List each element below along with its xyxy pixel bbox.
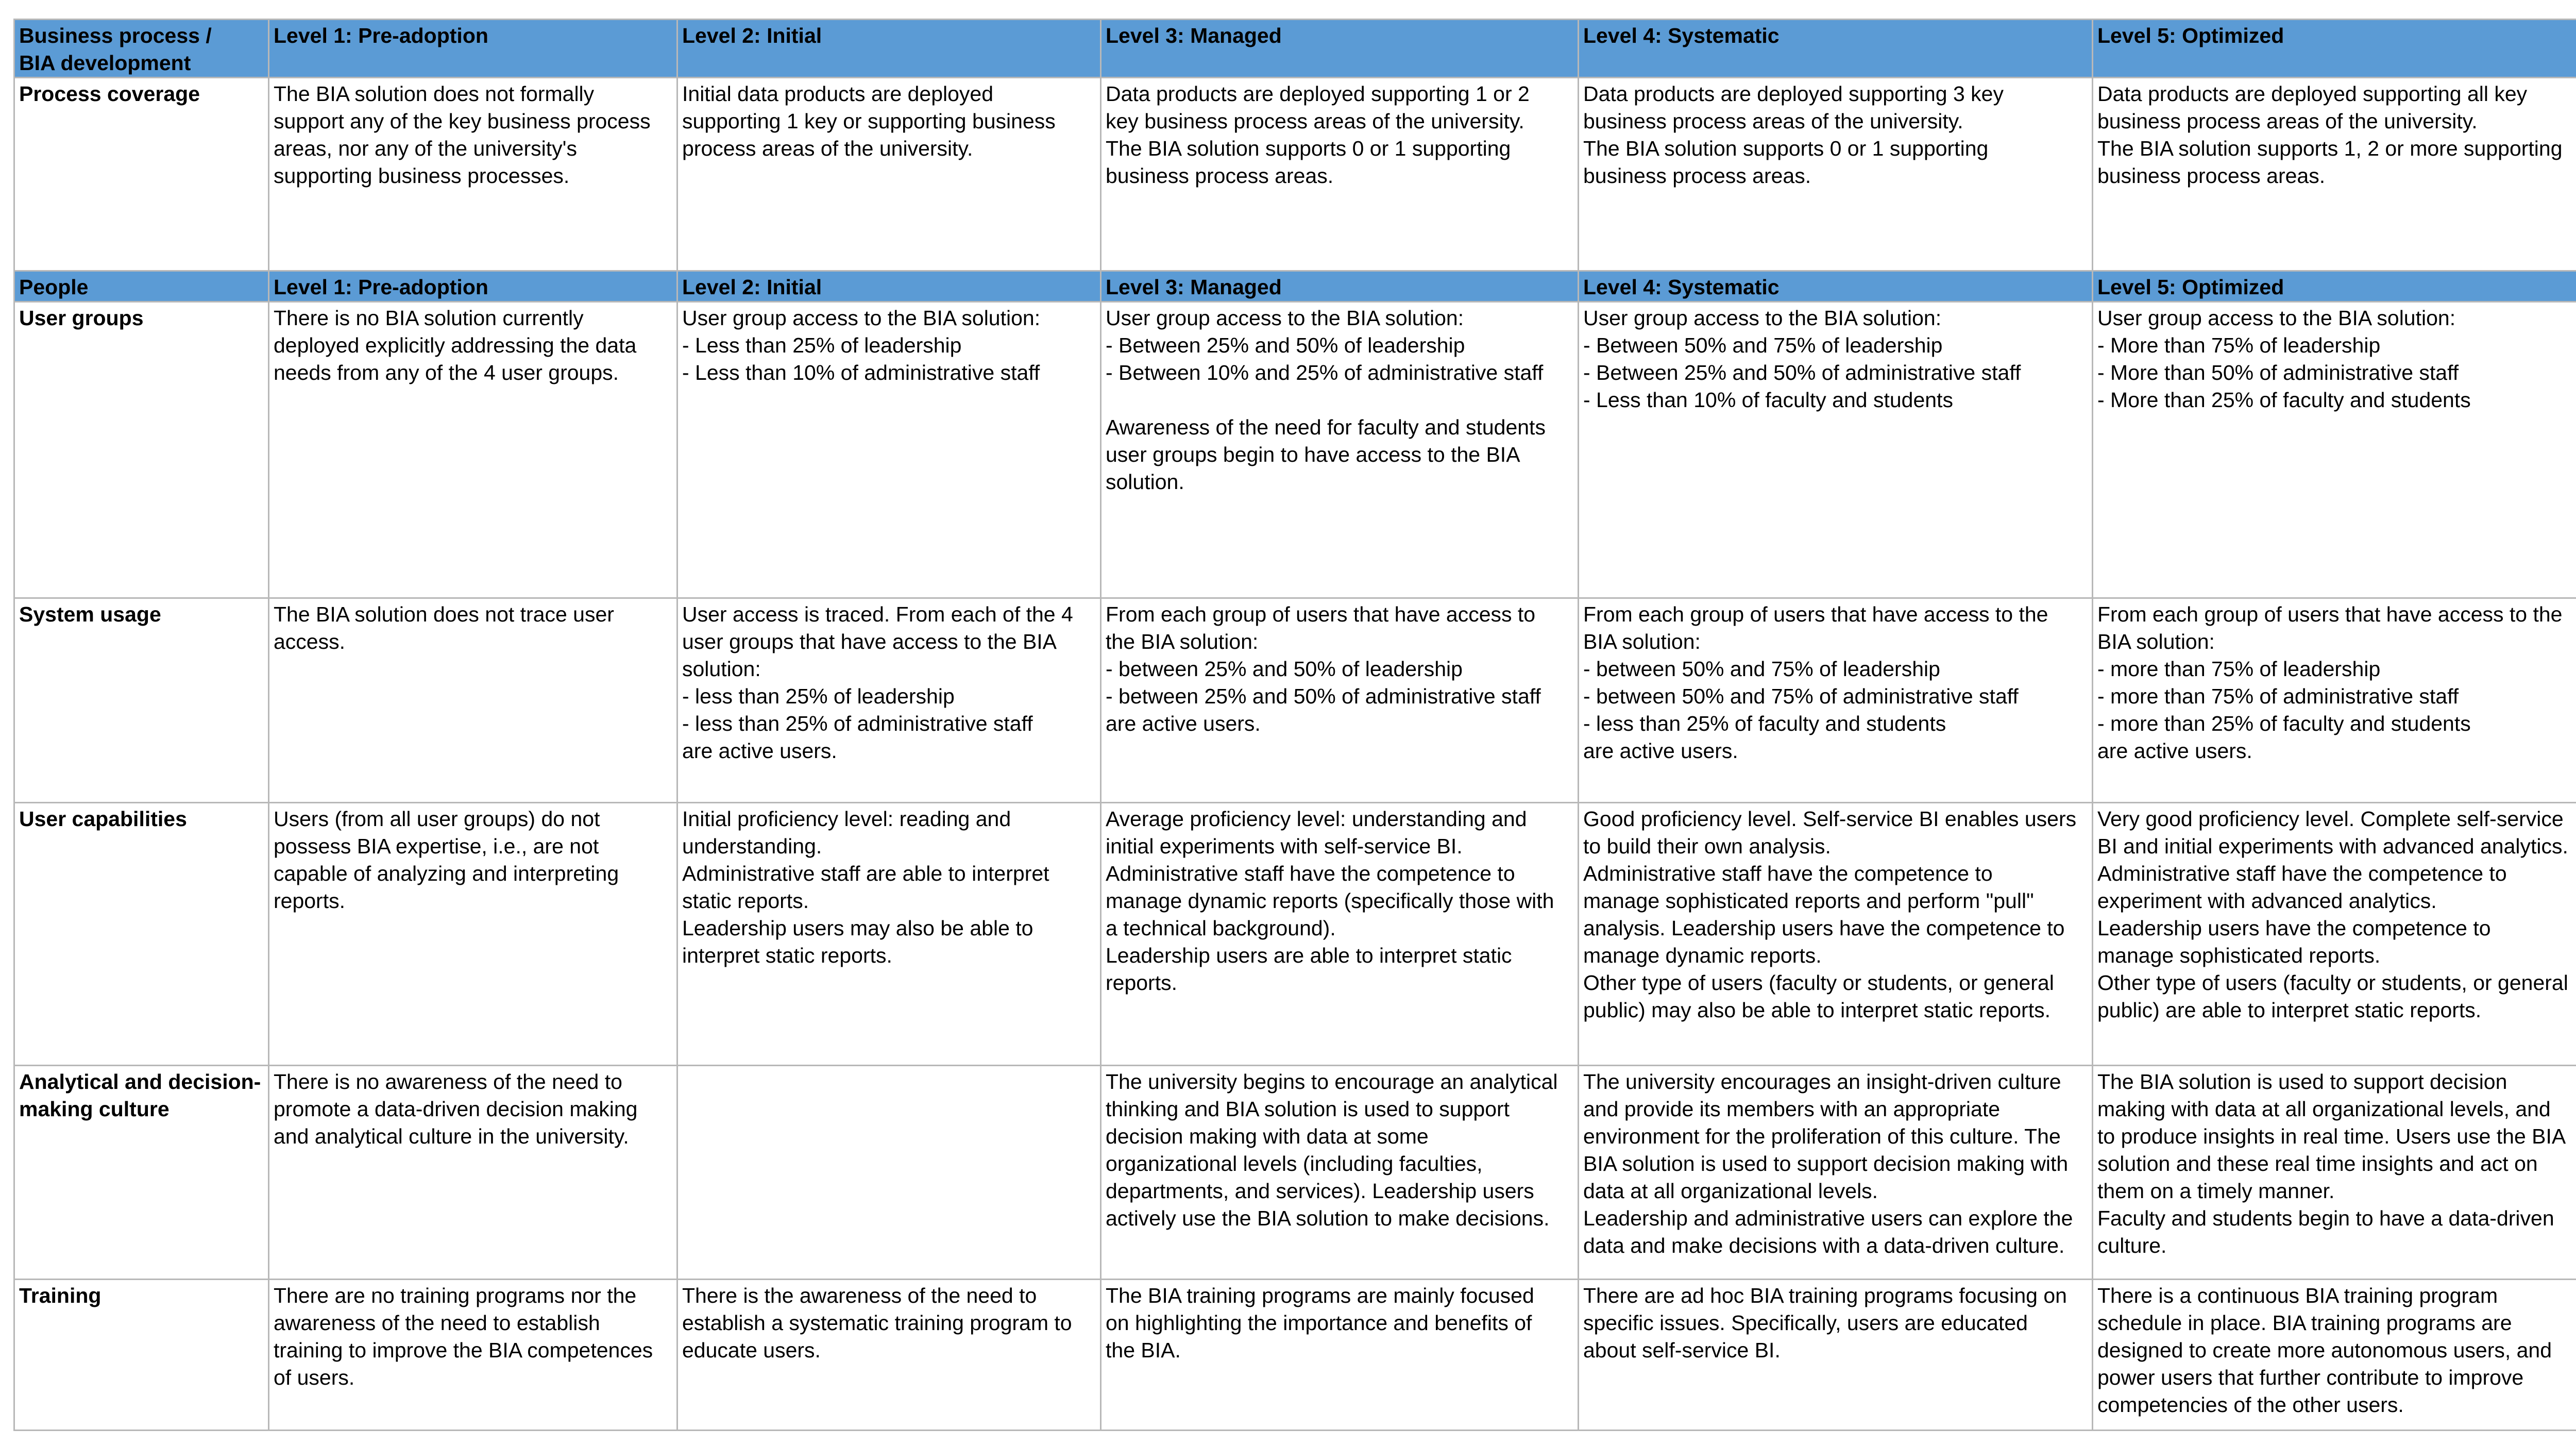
- table-cell: There is the awareness of the need to establish a systematic training program to educate users.: [677, 1280, 1101, 1431]
- table-cell: Initial proficiency level: reading and understanding. Administrative staff are able to interpret static reports. Leadership users may also be able to interpret static reports.: [677, 803, 1101, 1066]
- table-cell: There are no training programs nor the awareness of the need to establish training to improve the BIA competences of users.: [269, 1280, 677, 1431]
- table-cell: [677, 1066, 1101, 1280]
- row-label: Analytical and decision- making culture: [14, 1066, 269, 1280]
- table-cell: The BIA solution does not formally support any of the key business process areas, nor any of the university's supporting business processes.: [269, 78, 677, 271]
- header-cell-level-5: Level 5: Optimized: [2093, 20, 2576, 78]
- header-cell-level-1: Level 1: Pre-adoption: [269, 271, 677, 302]
- table-cell: There is no awareness of the need to promote a data-driven decision making and analytical culture in the university.: [269, 1066, 677, 1280]
- table-row-user-capabilities: [14, 803, 2576, 1066]
- header-cell-category: Business process / BIA development: [14, 20, 269, 78]
- header-row-business-process: [14, 20, 2576, 78]
- row-label: System usage: [14, 598, 269, 803]
- table-cell: From each group of users that have access to the BIA solution: - more than 75% of leadership - more than 75% of administrative staff - more than 25% of faculty and students are active users.: [2093, 598, 2576, 803]
- table-cell: User group access to the BIA solution: - Less than 25% of leadership - Less than 10% of administrative staff: [677, 302, 1101, 598]
- header-cell-level-3: Level 3: Managed: [1101, 20, 1579, 78]
- table-cell: User group access to the BIA solution: - Between 25% and 50% of leadership - Between 10% and 25% of administrative staff Awareness of the need for faculty and students user groups begin to have access to the BIA solution.: [1101, 302, 1579, 598]
- table-cell: Data products are deployed supporting 3 key business process areas of the university. The BIA solution supports 0 or 1 supporting business process areas.: [1579, 78, 2093, 271]
- table-row-analytical-culture: [14, 1066, 2576, 1280]
- table-cell: From each group of users that have access to the BIA solution: - between 25% and 50% of leadership - between 25% and 50% of administrative staff are active users.: [1101, 598, 1579, 803]
- table-cell: There are ad hoc BIA training programs focusing on specific issues. Specifically, users are educated about self-service BI.: [1579, 1280, 2093, 1431]
- table-cell: The BIA solution is used to support decision making with data at all organizational levels, and to produce insights in real time. Users use the BIA solution and these real time insights and act on them on a timely manner. Faculty and students begin to have a data-driven culture.: [2093, 1066, 2576, 1280]
- header-cell-category: People: [14, 271, 269, 302]
- table-cell: The BIA training programs are mainly focused on highlighting the importance and benefits of the BIA.: [1101, 1280, 1579, 1431]
- table-row-process-coverage: [14, 78, 2576, 271]
- table-row-training: [14, 1280, 2576, 1431]
- header-cell-level-4: Level 4: Systematic: [1579, 20, 2093, 78]
- table-cell: The university begins to encourage an analytical thinking and BIA solution is used to support decision making with data at some organizational levels (including faculties, departments, and services). Leadership users actively use the BIA solution to make decisions.: [1101, 1066, 1579, 1280]
- row-label: User groups: [14, 302, 269, 598]
- table-row-system-usage: [14, 598, 2576, 803]
- header-cell-level-4: Level 4: Systematic: [1579, 271, 2093, 302]
- table-cell: User group access to the BIA solution: - Between 50% and 75% of leadership - Between 25% and 50% of administrative staff - Less than 10% of faculty and students: [1579, 302, 2093, 598]
- table-cell: The BIA solution does not trace user access.: [269, 598, 677, 803]
- row-label: Process coverage: [14, 78, 269, 271]
- row-label: User capabilities: [14, 803, 269, 1066]
- table-cell: There is a continuous BIA training program schedule in place. BIA training programs are designed to create more autonomous users, and power users that further contribute to improve competencies of the other users.: [2093, 1280, 2576, 1431]
- table-cell: Very good proficiency level. Complete self-service BI and initial experiments with advanced analytics. Administrative staff have the competence to experiment with advanced analytics. Leadership users have the competence to manage sophisticated reports. Other type of users (faculty or students, or general public) are able to interpret static reports.: [2093, 803, 2576, 1066]
- header-cell-level-2: Level 2: Initial: [677, 271, 1101, 302]
- table-cell: From each group of users that have access to the BIA solution: - between 50% and 75% of leadership - between 50% and 75% of administrative staff - less than 25% of faculty and students are active users.: [1579, 598, 2093, 803]
- table-cell: Good proficiency level. Self-service BI enables users to build their own analysis. Administrative staff have the competence to manage sophisticated reports and perform "pull" analysis. Leadership users have the competence to manage dynamic reports. Other type of users (faculty or students, or general public) may also be able to interpret static reports.: [1579, 803, 2093, 1066]
- table-cell: Initial data products are deployed supporting 1 key or supporting business process areas of the university.: [677, 78, 1101, 271]
- row-label: Training: [14, 1280, 269, 1431]
- header-cell-level-3: Level 3: Managed: [1101, 271, 1579, 302]
- table-row-user-groups: [14, 302, 2576, 598]
- table-cell: Average proficiency level: understanding and initial experiments with self-service BI. Administrative staff have the competence to manage dynamic reports (specifically those with a technical background). Leadership users are able to interpret static reports.: [1101, 803, 1579, 1066]
- maturity-model-table: [13, 19, 2576, 1431]
- header-cell-level-1: Level 1: Pre-adoption: [269, 20, 677, 78]
- table-cell: User group access to the BIA solution: - More than 75% of leadership - More than 50% of administrative staff - More than 25% of faculty and students: [2093, 302, 2576, 598]
- table-cell: Data products are deployed supporting all key business process areas of the university. The BIA solution supports 1, 2 or more supporting business process areas.: [2093, 78, 2576, 271]
- header-cell-level-5: Level 5: Optimized: [2093, 271, 2576, 302]
- table-cell: The university encourages an insight-driven culture and provide its members with an appropriate environment for the proliferation of this culture. The BIA solution is used to support decision making with data at all organizational levels. Leadership and administrative users can explore the data and make decisions with a data-driven culture.: [1579, 1066, 2093, 1280]
- table-cell: User access is traced. From each of the 4 user groups that have access to the BIA solution: - less than 25% of leadership - less than 25% of administrative staff are active users.: [677, 598, 1101, 803]
- header-cell-level-2: Level 2: Initial: [677, 20, 1101, 78]
- header-row-people: [14, 271, 2576, 302]
- table-cell: There is no BIA solution currently deployed explicitly addressing the data needs from any of the 4 user groups.: [269, 302, 677, 598]
- table-cell: Users (from all user groups) do not possess BIA expertise, i.e., are not capable of analyzing and interpreting reports.: [269, 803, 677, 1066]
- table-cell: Data products are deployed supporting 1 or 2 key business process areas of the university. The BIA solution supports 0 or 1 supporting business process areas.: [1101, 78, 1579, 271]
